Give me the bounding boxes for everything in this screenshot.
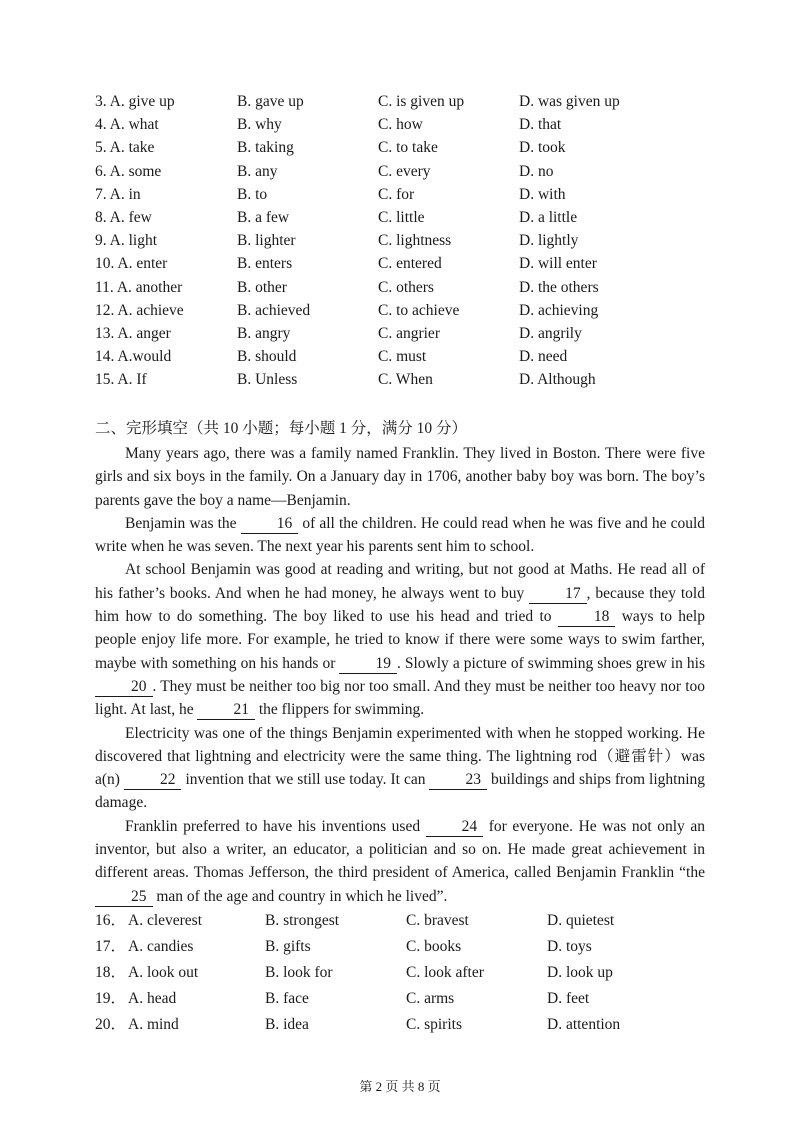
option-c: C. books [406, 938, 462, 955]
option-b: B. gave up [237, 93, 304, 110]
question-row [95, 345, 715, 368]
question-number: 16． [95, 912, 127, 929]
question-row [95, 113, 715, 136]
option-b: B. taking [237, 139, 294, 157]
option-d: D. need [519, 348, 568, 366]
option-c: C. others [378, 278, 434, 296]
question-row [95, 160, 715, 183]
option-d: D. attention [547, 1016, 621, 1033]
option-d: D. was given up [519, 93, 620, 110]
option-d: D. took [519, 139, 566, 157]
question-number: 17． [95, 938, 127, 955]
option-d: D. with [519, 185, 566, 203]
option-a: A. mind [128, 1016, 179, 1033]
option-b: B. idea [265, 1016, 309, 1033]
option-a: 14. A.would [95, 348, 172, 366]
option-c: C. to achieve [378, 301, 460, 319]
blank-25: 25 [95, 888, 153, 907]
option-c: C. for [378, 185, 415, 203]
option-b: B. other [237, 278, 287, 296]
question-row [95, 934, 715, 960]
option-c: C. look after [406, 964, 484, 981]
section-title: 二、完形填空（共 10 小题；每小题 1 分，满分 10 分） [95, 420, 468, 437]
option-c: C. little [378, 208, 425, 226]
option-d: D. toys [547, 938, 592, 955]
option-b: B. a few [237, 208, 290, 226]
option-c: C. is given up [378, 93, 465, 110]
option-a: 10. A. enter [95, 255, 168, 273]
cloze-passage [95, 442, 705, 908]
blank-19: 19 [339, 655, 397, 674]
question-number: 19． [95, 990, 127, 1007]
option-d: D. the others [519, 278, 599, 296]
option-d: D. look up [547, 964, 613, 981]
page-footer: 第 2 页 共 8 页 [359, 1079, 441, 1094]
paragraph: At school Benjamin was good at reading and writing, but not good at Maths. He read all of his father’s books. And when he had money, he always went to buy 17 , because they told him how to do something. The boy liked to use his head and tried to 18 ways to help people enjoy life more. For example, he tried to know if there were some ways to swim farther, maybe with something on his hands or 19 . Slowly a picture of swimming shoes grew in his 20 . They must be neither too big nor too small. And they must be neither too heavy nor too light. At last, he 21 the flippers for swimming. [95, 561, 705, 719]
option-a: 9. A. light [95, 232, 158, 250]
blank-21: 21 [197, 701, 255, 720]
option-c: C. must [378, 348, 427, 366]
option-b: B. why [237, 116, 282, 134]
option-d: D. no [519, 162, 554, 180]
blank-24: 24 [426, 818, 484, 837]
question-row [95, 322, 715, 345]
paragraph: Benjamin was the 16 of all the children. He could read when he was five and he could write when he was seven. The next year his parents sent him to school. [95, 514, 706, 556]
question-number: 18． [95, 964, 127, 981]
blank-20: 20 [95, 678, 153, 697]
mc-options-bottom [95, 908, 715, 1038]
paragraph: Franklin preferred to have his inventions used 24 for everyone. He was not only an inventor, but also a writer, an educator, a politician and so on. He made great achievement in different areas. Thomas Jefferson, the third president of America, called Benjamin Franklin “the 25 man of the age and country in which he lived”. [95, 817, 705, 905]
question-row [95, 90, 715, 113]
option-c: C. how [378, 116, 423, 134]
question-row [95, 368, 715, 391]
option-b: B. achieved [237, 301, 311, 319]
blank-18: 18 [558, 608, 616, 627]
option-b: B. Unless [237, 371, 298, 389]
option-c: C. lightness [378, 232, 452, 250]
question-row [95, 1012, 715, 1038]
option-a: 11. A. another [95, 278, 183, 296]
option-d: D. angrily [519, 324, 582, 342]
paragraph: Electricity was one of the things Benjamin experimented with when he stopped working. He discovered that lightning and electricity were the same thing. The lightning rod（避雷针）was a(n) 22 invention that we still use today. It can 23 buildings and ships from lightning damage. [95, 724, 705, 812]
question-row [95, 960, 715, 986]
option-c: C. When [378, 371, 433, 389]
option-b: B. gifts [265, 938, 311, 955]
question-row [95, 229, 715, 252]
option-d: D. that [519, 116, 562, 134]
option-a: 12. A. achieve [95, 301, 184, 319]
option-d: D. achieving [519, 301, 599, 319]
question-row [95, 252, 715, 275]
option-a: 8. A. few [95, 208, 152, 226]
mc-options-top [95, 90, 715, 391]
option-c: C. spirits [406, 1016, 462, 1033]
blank-23: 23 [429, 771, 487, 790]
option-b: B. angry [237, 324, 291, 342]
question-row [95, 276, 715, 299]
paragraph: Many years ago, there was a family named Franklin. They lived in Boston. There were five girls and six boys in the family. On a January day in 1706, another baby boy was born. The boy’s parents gave the boy a name—Benjamin. [95, 445, 705, 509]
option-b: B. should [237, 348, 297, 366]
option-d: D. will enter [519, 255, 597, 273]
option-a: 5. A. take [95, 139, 155, 157]
question-number: 20． [95, 1016, 127, 1033]
blank-17: 17 [529, 585, 587, 604]
option-a: A. candies [128, 938, 194, 955]
option-b: B. any [237, 162, 278, 180]
option-c: C. to take [378, 139, 438, 157]
option-d: D. feet [547, 990, 590, 1007]
option-a: 7. A. in [95, 185, 141, 203]
option-b: B. face [265, 990, 309, 1007]
option-d: D. Although [519, 371, 596, 389]
blank-22: 22 [124, 771, 182, 790]
option-b: B. lighter [237, 232, 296, 250]
option-c: C. entered [378, 255, 442, 273]
option-d: D. a little [519, 208, 578, 226]
option-a: A. head [128, 990, 177, 1007]
option-a: A. look out [128, 964, 199, 981]
option-c: C. arms [406, 990, 455, 1007]
option-a: 15. A. If [95, 371, 147, 389]
question-row [95, 908, 715, 934]
option-a: 6. A. some [95, 162, 162, 180]
question-row [95, 136, 715, 159]
option-c: C. bravest [406, 912, 469, 929]
option-a: 3. A. give up [95, 93, 175, 110]
option-b: B. enters [237, 255, 293, 273]
option-b: B. look for [265, 964, 333, 981]
question-row [95, 299, 715, 322]
option-a: A. cleverest [128, 912, 203, 929]
option-b: B. to [237, 185, 268, 203]
option-b: B. strongest [265, 912, 340, 929]
option-a: 13. A. anger [95, 324, 171, 342]
question-row [95, 206, 715, 229]
blank-16: 16 [241, 515, 299, 534]
option-d: D. quietest [547, 912, 615, 929]
question-row [95, 183, 715, 206]
question-row [95, 986, 715, 1012]
option-c: C. every [378, 162, 431, 180]
option-a: 4. A. what [95, 116, 159, 134]
option-d: D. lightly [519, 232, 579, 250]
option-c: C. angrier [378, 324, 440, 342]
